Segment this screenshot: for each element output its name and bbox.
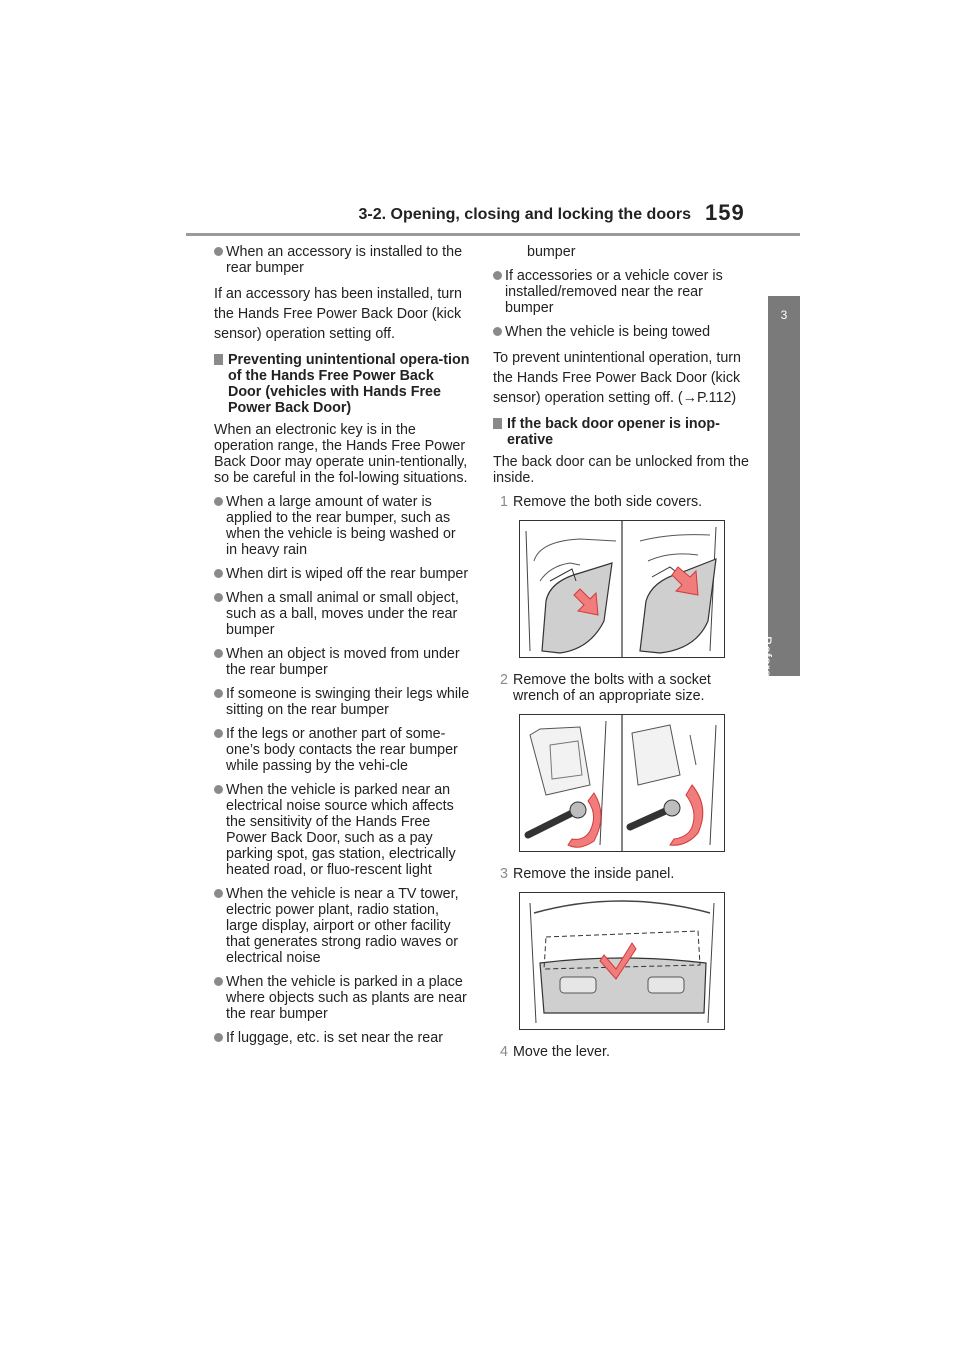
section-heading: If the back door opener is inop-erative [493, 416, 755, 448]
left-column [214, 244, 470, 1054]
step-text: Remove the both side covers. [513, 494, 703, 510]
bolts-removal-illustration [519, 714, 725, 852]
step-number: 4 [500, 1044, 508, 1060]
chapter-label: Before driving [759, 636, 775, 723]
bullet-item: When the vehicle is parked near an electrical noise source which affects the sensitivity of the Hands Free Power Back Door, such as a pay parking spot, gas station, electrically heated road, or fluo-rescent light [214, 782, 470, 878]
paragraph: To prevent unintentional operation, turn the Hands Free Power Back Door (kick sensor) operation setting off. (→P.112) [493, 350, 741, 406]
right-column [493, 244, 755, 1070]
bullet-item: If the legs or another part of some-one’s body contacts the rear bumper while passing by the vehi-cle [214, 726, 470, 774]
inside-panel-illustration [519, 892, 725, 1030]
bullet-item: When the vehicle is near a TV tower, electric power plant, radio station, large display, airport or other facility that generates strong radio waves or electrical noise [214, 886, 470, 966]
step-text: Remove the bolts with a socket wrench of an appropriate size. [513, 672, 711, 704]
bullet-item: If accessories or a vehicle cover is installed/removed near the rear bumper [493, 268, 755, 316]
side-covers-illustration [519, 520, 725, 658]
bullet-item: When an accessory is installed to the rear bumper [214, 244, 470, 276]
bullet-item: When an object is moved from under the rear bumper [214, 646, 470, 678]
paragraph: When an electronic key is in the operation range, the Hands Free Power Back Door may operate unin-tentionally, so be careful in the fol-lowing situations. [214, 422, 468, 486]
step-3 [493, 866, 755, 882]
page-number: 159 [705, 200, 745, 225]
chapter-number: 3 [780, 308, 788, 322]
paragraph: If an accessory has been installed, turn the Hands Free Power Back Door (kick sensor) operation setting off. [214, 286, 462, 342]
bullet-item: If someone is swinging their legs while sitting on the rear bumper [214, 686, 470, 718]
chapter-side-tab [759, 296, 800, 723]
step-number: 2 [500, 672, 508, 688]
bullet-item: When a large amount of water is applied to the rear bumper, such as when the vehicle is being washed or in heavy rain [214, 494, 470, 558]
step-text: Move the lever. [513, 1044, 610, 1060]
bullet-item: When dirt is wiped off the rear bumper [214, 566, 470, 582]
step-number: 1 [500, 494, 508, 510]
bullet-item: When the vehicle is parked in a place where objects such as plants are near the rear bumper [214, 974, 470, 1022]
step-4 [493, 1044, 755, 1060]
bullet-item: When a small animal or small object, such as a ball, moves under the rear bumper [214, 590, 470, 638]
step-number: 3 [500, 866, 508, 882]
bullet-item: If luggage, etc. is set near the rear [214, 1030, 470, 1046]
step-text: Remove the inside panel. [513, 866, 675, 882]
section-heading: Preventing unintentional opera-tion of the Hands Free Power Back Door (vehicles with Hands Free Power Back Door) [214, 352, 470, 416]
continued-text: bumper [527, 244, 576, 260]
paragraph: The back door can be unlocked from the inside. [493, 454, 749, 486]
bullet-item: When the vehicle is being towed [493, 324, 755, 340]
step-2 [493, 672, 755, 704]
page-header-title: 3-2. Opening, closing and locking the doors [358, 206, 691, 223]
step-1 [493, 494, 755, 510]
header-divider [186, 233, 800, 236]
